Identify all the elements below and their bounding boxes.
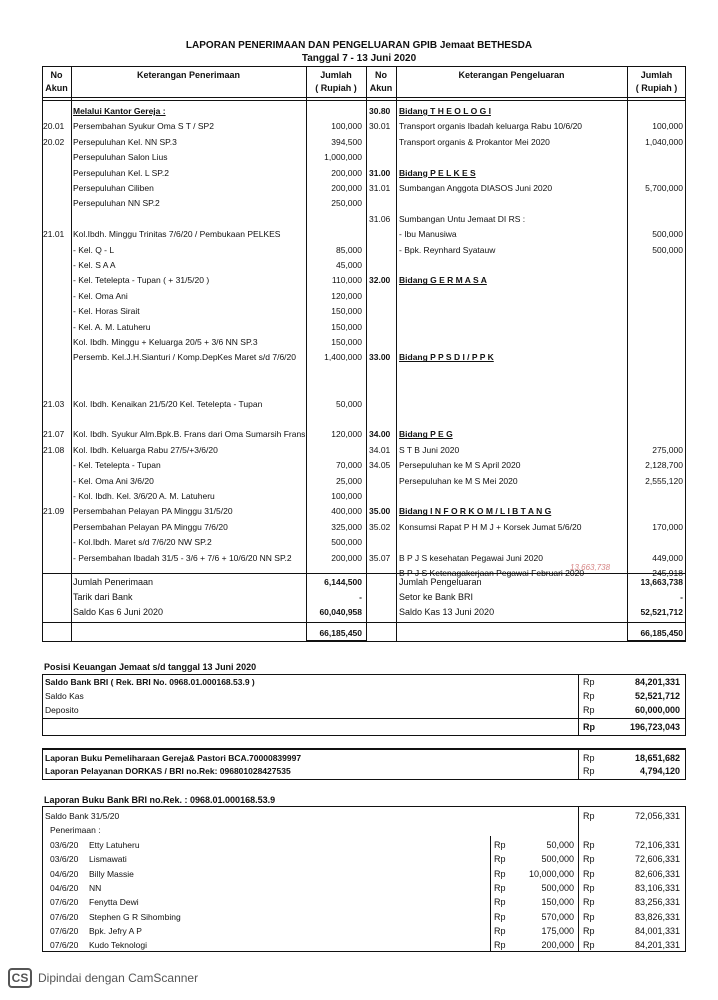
bank-row-balance: 82,606,331 <box>634 868 680 879</box>
bank-row-cur1: Rp <box>494 897 506 908</box>
receipt-amount: 200,000 <box>331 552 362 563</box>
receipt-akun: 21.01 <box>43 229 65 240</box>
receipt-amount: 120,000 <box>331 429 362 440</box>
grand-total-left: 66,185,450 <box>319 628 362 638</box>
posisi-label: Deposito <box>45 705 79 715</box>
bank-title: Laporan Buku Bank BRI no.Rek. : 0968.01.000168.53.9 <box>44 795 276 805</box>
hdr-jumlah-2: Jumlah <box>640 70 673 80</box>
hdr-ket-pengeluaran: Keterangan Pengeluaran <box>458 70 565 80</box>
expense-desc: - Bpk. Reynhard Syatauw <box>399 244 496 255</box>
receipt-amount: 85,000 <box>336 244 362 255</box>
bank-row-cur2: Rp <box>583 911 595 922</box>
bank-row-cur2: Rp <box>583 840 595 850</box>
expense-desc: Persepuluhan ke M S Mei 2020 <box>399 475 518 486</box>
receipt-desc: Persepuluhan NN SP.2 <box>73 198 160 209</box>
receipt-amount: 200,000 <box>331 183 362 193</box>
bank-row-name: NN <box>89 882 102 893</box>
receipt-desc: Persembahan Pelayan PA Minggu 7/6/20 <box>73 521 228 532</box>
posisi-total-amount: 196,723,043 <box>629 722 680 732</box>
bank-row-cur1: Rp <box>494 911 506 922</box>
receipt-amount: 45,000 <box>336 260 362 270</box>
receipt-amount: 400,000 <box>331 506 362 517</box>
bank-row-cur1: Rp <box>494 940 506 951</box>
scanner-text: Dipindai dengan CamScanner <box>38 971 199 985</box>
bank-row-cur2: Rp <box>583 925 595 936</box>
receipt-desc: - Kel. Oma Ani 3/6/20 <box>73 475 154 486</box>
hdr-no-2: No <box>375 70 387 80</box>
posisi-cur: Rp <box>583 677 595 687</box>
receipt-amount: 110,000 <box>331 275 362 286</box>
bank-row-name: Etty Latuheru <box>89 840 140 850</box>
receipt-desc: Kol. Ibdh. Minggu + Keluarga 20/5 + 3/6 NN SP.3 <box>73 337 258 347</box>
posisi-label: Saldo Kas <box>45 691 84 701</box>
expense-akun: 34.01 <box>369 444 391 455</box>
receipt-desc: Persembahan Syukur Oma S T / SP2 <box>73 121 214 132</box>
receipt-amount: 120,000 <box>331 290 362 301</box>
expense-amount: 449,000 <box>652 552 683 563</box>
posisi-amount: 84,201,331 <box>634 677 680 687</box>
receipt-akun: 21.07 <box>43 429 65 440</box>
laporan-lain-amount: 18,651,682 <box>634 753 680 763</box>
expense-desc: Sumbangan Anggota DIASOS Juni 2020 <box>399 183 553 193</box>
total-left-label: Saldo Kas 6 Juni 2020 <box>73 607 164 617</box>
bank-row-balance: 72,106,331 <box>634 840 680 850</box>
expense-desc: Bidang I N F O R K O M / L I B T A N G <box>399 506 552 517</box>
receipt-desc: Persepuluhan Kel. NN SP.3 <box>73 136 177 147</box>
receipt-amount: 100,000 <box>331 491 362 501</box>
bank-saldo-label: Saldo Bank 31/5/20 <box>45 811 120 821</box>
expense-desc: Bidang G E R M A S A <box>399 275 487 286</box>
posisi-total-cur: Rp <box>583 722 595 732</box>
expense-akun: 35.00 <box>369 506 391 517</box>
bank-row-date: 07/6/20 <box>50 925 79 936</box>
hdr-rupiah-1: ( Rupiah ) <box>315 83 357 93</box>
receipt-amount: 150,000 <box>331 306 362 317</box>
receipt-desc: - Kel. Horas Sirait <box>73 306 140 317</box>
receipt-desc: Kol. Ibdh. Kenaikan 21/5/20 Kel. Tetelepta - Tupan <box>73 398 263 409</box>
expense-amount: 245,918 <box>652 568 683 578</box>
posisi-cur: Rp <box>583 705 595 715</box>
total-left-amount: 6,144,500 <box>324 577 362 587</box>
expense-amount: 275,000 <box>652 444 683 455</box>
receipt-amount: 1,000,000 <box>324 152 362 163</box>
expense-akun: 35.02 <box>369 521 391 532</box>
grand-total-right: 66,185,450 <box>640 628 683 638</box>
expense-akun: 34.05 <box>369 460 391 471</box>
posisi-title: Posisi Keuangan Jemaat s/d tanggal 13 Juni 2020 <box>44 662 257 672</box>
bank-row-name: Billy Massie <box>89 868 134 879</box>
camscanner-logo: CS <box>8 968 32 988</box>
expense-desc: Sumbangan Untu Jemaat DI RS : <box>399 213 526 224</box>
expense-akun: 34.00 <box>369 429 391 440</box>
bank-row-amount: 500,000 <box>541 854 574 865</box>
total-right-amount: 13,663,738 <box>640 577 683 587</box>
expense-desc: S T B Juni 2020 <box>399 444 460 455</box>
expense-akun: 31.06 <box>369 213 391 224</box>
bank-row-balance: 83,106,331 <box>634 882 680 893</box>
expense-amount: 2,128,700 <box>645 460 683 471</box>
expense-akun: 30.80 <box>369 106 391 116</box>
hdr-no-1: No <box>50 70 63 80</box>
bank-row-amount: 200,000 <box>541 940 574 951</box>
bank-row-cur1: Rp <box>494 868 506 879</box>
total-right-label: Jumlah Pengeluaran <box>399 577 482 587</box>
expense-desc: Konsumsi Rapat P H M J + Korsek Jumat 5/6/20 <box>399 521 582 532</box>
receipt-amount: 250,000 <box>331 198 362 209</box>
receipt-desc: Persemb. Kel.J.H.Sianturi / Komp.DepKes Maret s/d 7/6/20 <box>73 352 296 363</box>
receipt-desc: - Persembahan Ibadah 31/5 - 3/6 + 7/6 + 10/6/20 NN SP.2 <box>73 552 292 563</box>
total-left-amount: 60,040,958 <box>319 607 362 617</box>
total-right-label: Saldo Kas 13 Juni 2020 <box>399 607 495 617</box>
bank-row-date: 04/6/20 <box>50 882 79 893</box>
expense-amount: 500,000 <box>652 244 683 255</box>
bank-row-balance: 84,001,331 <box>634 925 680 936</box>
receipt-desc: - Kel. Q - L <box>73 244 115 255</box>
receipt-akun: 21.09 <box>43 506 65 517</box>
laporan-lain-label: Laporan Pelayanan DORKAS / BRI no.Rek: 096801028427535 <box>45 766 291 776</box>
posisi-amount: 60,000,000 <box>634 705 680 715</box>
expense-akun: 30.01 <box>369 121 391 132</box>
receipt-desc: Kol. Ibdh. Syukur Alm.Bpk.B. Frans dari Oma Sumarsih Frans <box>73 429 306 440</box>
expense-desc: Bidang P P S D I / P P K <box>399 352 494 363</box>
bank-row-cur2: Rp <box>583 854 595 865</box>
receipt-amount: 325,000 <box>331 521 362 532</box>
total-left-amount: - <box>359 592 362 602</box>
expense-desc: B P J S kesehatan Pegawai Juni 2020 <box>399 552 543 563</box>
bank-row-cur2: Rp <box>583 940 595 951</box>
bank-row-amount: 150,000 <box>541 897 574 908</box>
expense-amount: 1,040,000 <box>645 136 683 147</box>
bank-row-balance: 72,606,331 <box>634 854 680 865</box>
bank-row-cur2: Rp <box>583 868 595 879</box>
hdr-akun-2: Akun <box>369 83 393 93</box>
expense-desc: Persepuluhan ke M S April 2020 <box>399 460 521 471</box>
receipt-desc: Melalui Kantor Gereja : <box>73 106 166 116</box>
posisi-label: Saldo Bank BRI ( Rek. BRI No. 0968.01.000168.53.9 ) <box>45 677 255 687</box>
bank-penerimaan-label: Penerimaan : <box>50 825 101 835</box>
receipt-desc: Kol. Ibdh. Keluarga Rabu 27/5/+3/6/20 <box>73 444 218 455</box>
laporan-lain-cur: Rp <box>583 766 595 776</box>
bank-row-name: Fenytta Dewi <box>89 897 139 908</box>
expense-akun: 33.00 <box>369 352 391 363</box>
hdr-akun-1: Akun <box>45 83 68 93</box>
expense-desc: Bidang P E L K E S <box>399 167 476 178</box>
expense-desc: Transport organis & Prokantor Mei 2020 <box>399 136 550 147</box>
bank-saldo-amount: 72,056,331 <box>634 811 680 821</box>
hdr-jumlah-1: Jumlah <box>320 70 352 80</box>
bank-row-amount: 10,000,000 <box>528 868 574 879</box>
receipt-akun: 20.02 <box>43 136 65 147</box>
bank-row-amount: 570,000 <box>541 911 574 922</box>
laporan-lain-cur: Rp <box>583 753 595 763</box>
bank-row-date: 07/6/20 <box>50 897 79 908</box>
bank-row-date: 04/6/20 <box>50 868 79 879</box>
bank-row-amount: 50,000 <box>546 840 574 850</box>
total-right-label: Setor ke Bank BRI <box>399 592 474 602</box>
expense-desc: Bidang T H E O L O G I <box>399 106 491 116</box>
bank-row-amount: 175,000 <box>541 925 574 936</box>
receipt-desc: - Kel. S A A <box>73 260 116 270</box>
bank-row-name: Kudo Teknologi <box>89 940 147 951</box>
total-right-amount: 52,521,712 <box>640 607 683 617</box>
bank-row-cur2: Rp <box>583 897 595 908</box>
expense-akun: 31.00 <box>369 167 391 178</box>
bank-row-date: 07/6/20 <box>50 940 79 951</box>
receipt-desc: - Kel. A. M. Latuheru <box>73 321 151 332</box>
receipt-amount: 500,000 <box>331 537 362 548</box>
receipt-amount: 1,400,000 <box>324 352 362 363</box>
bank-row-cur1: Rp <box>494 840 506 850</box>
receipt-amount: 150,000 <box>331 337 362 347</box>
laporan-lain-label: Laporan Buku Pemeliharaan Gereja& Pastori BCA.70000839997 <box>45 753 302 763</box>
receipt-desc: - Kel. Tetelepta - Tupan <box>73 460 161 471</box>
receipt-amount: 50,000 <box>336 398 362 409</box>
bank-row-cur1: Rp <box>494 882 506 893</box>
laporan-lain-amount: 4,794,120 <box>639 766 680 776</box>
expense-akun: 32.00 <box>369 275 391 286</box>
expense-amount: 100,000 <box>652 121 683 132</box>
bank-row-name: Bpk. Jefry A P <box>89 925 142 936</box>
expense-desc: Bidang P E G <box>399 429 453 440</box>
bank-row-cur1: Rp <box>494 854 506 865</box>
bank-row-amount: 500,000 <box>541 882 574 893</box>
bank-row-cur2: Rp <box>583 882 595 893</box>
expense-amount: 170,000 <box>652 521 683 532</box>
receipt-amount: 200,000 <box>331 167 362 178</box>
posisi-cur: Rp <box>583 691 595 701</box>
expense-amount: 5,700,000 <box>645 183 683 193</box>
report-date: Tanggal 7 - 13 Juni 2020 <box>301 53 417 64</box>
expense-akun: 31.01 <box>369 183 391 193</box>
receipt-amount: 394,500 <box>331 136 362 147</box>
receipt-amount: 70,000 <box>336 460 362 471</box>
bank-row-name: Stephen G R Sihombing <box>89 911 181 922</box>
expense-amount: 500,000 <box>652 229 683 240</box>
receipt-desc: - Kol. Ibdh. Kel. 3/6/20 A. M. Latuheru <box>73 491 215 501</box>
receipt-akun: 20.01 <box>43 121 65 132</box>
receipt-desc: - Kel. Oma Ani <box>73 290 128 301</box>
receipt-desc: Persembahan Pelayan PA Minggu 31/5/20 <box>73 506 233 517</box>
receipt-desc: Persepuluhan Ciliben <box>73 183 154 193</box>
bank-row-balance: 83,256,331 <box>634 897 680 908</box>
receipt-desc: - Kol.Ibdh. Maret s/d 7/6/20 NW SP.2 <box>73 537 212 548</box>
hdr-rupiah-2: ( Rupiah ) <box>635 83 678 93</box>
expense-desc: - Ibu Manusiwa <box>399 229 457 240</box>
bank-row-balance: 84,201,331 <box>634 940 680 951</box>
receipt-desc: Kol.Ibdh. Minggu Trinitas 7/6/20 / Pembukaan PELKES <box>73 229 281 240</box>
receipt-akun: 21.03 <box>43 398 65 409</box>
posisi-amount: 52,521,712 <box>634 691 680 701</box>
receipt-amount: 25,000 <box>336 475 362 486</box>
total-left-label: Tarik dari Bank <box>73 592 133 602</box>
pencil-note: 13,663,738 <box>570 563 611 572</box>
expense-amount: 2,555,120 <box>645 475 683 486</box>
receipt-desc: Persepuluhan Kel. L SP.2 <box>73 167 169 178</box>
expense-desc: B P J S Ketenagakerjaan Pegawai Februari 2020 <box>399 568 585 578</box>
receipt-amount: 100,000 <box>331 121 362 132</box>
total-right-amount: - <box>680 592 683 602</box>
receipt-akun: 21.08 <box>43 444 65 455</box>
bank-saldo-cur: Rp <box>583 811 595 821</box>
receipt-desc: Persepuluhan Salon Lius <box>73 152 168 163</box>
receipt-amount: 150,000 <box>331 321 362 332</box>
total-left-label: Jumlah Penerimaan <box>73 577 154 587</box>
hdr-ket-penerimaan: Keterangan Penerimaan <box>136 70 241 80</box>
bank-row-name: Lismawati <box>89 854 127 865</box>
bank-row-date: 07/6/20 <box>50 911 79 922</box>
expense-akun: 35.07 <box>369 552 391 563</box>
bank-row-date: 03/6/20 <box>50 854 79 865</box>
report-title: LAPORAN PENERIMAAN DAN PENGELUARAN GPIB Jemaat BETHESDA <box>185 40 533 51</box>
bank-row-cur1: Rp <box>494 925 506 936</box>
bank-row-balance: 83,826,331 <box>634 911 680 922</box>
receipt-desc: - Kel. Tetelepta - Tupan ( + 31/5/20 ) <box>73 275 210 286</box>
bank-row-date: 03/6/20 <box>50 840 79 850</box>
expense-desc: Transport organis Ibadah keluarga Rabu 10/6/20 <box>399 121 583 132</box>
